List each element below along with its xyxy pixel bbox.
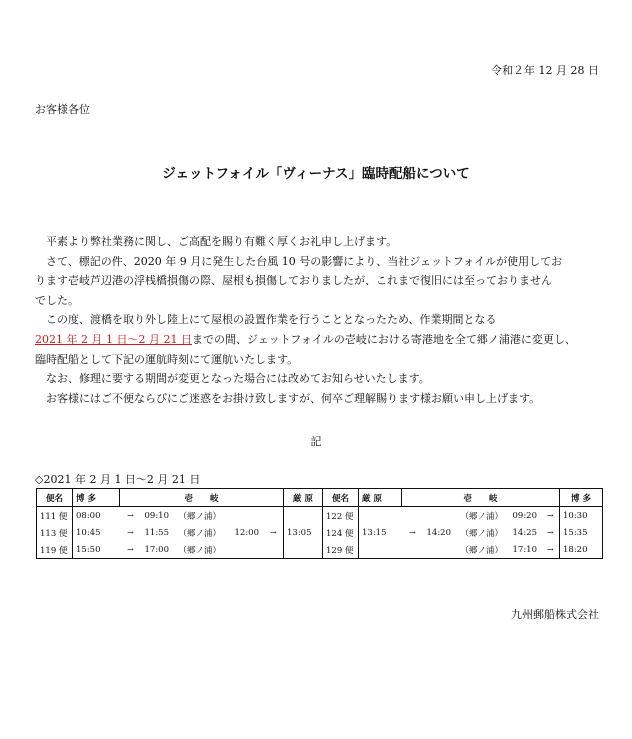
paragraph-2-line-1: さて、標記の件、2020 年 9 月に発生した台風 10 号の影響により、当社ジェットフォイルが使用してお xyxy=(46,254,563,268)
arrow-icon: → xyxy=(269,528,277,537)
iki-time-cell: 17:00 xyxy=(144,544,169,555)
schedule-row xyxy=(37,541,603,559)
hakata2-cell: 10:30 xyxy=(560,507,603,525)
bin2-cell: 122 便 xyxy=(323,507,359,525)
izuhara-cell xyxy=(284,541,323,559)
iki-time2-cell: 12:00 xyxy=(234,527,259,538)
izuhara2-cell xyxy=(359,541,402,559)
iki-time-cell: 11:55 xyxy=(144,527,169,538)
ki-heading: 記 xyxy=(310,435,322,448)
paragraph-4-text: なお、修理に要する期間が変更となった場合には改めてお知らせいたします。 xyxy=(46,372,430,386)
iki2-port-cell: （郷ノ浦） xyxy=(460,511,504,522)
arrow-icon xyxy=(402,541,424,559)
arrow-icon: → xyxy=(546,511,554,520)
header-izuhara: 厳 原 xyxy=(284,489,323,507)
hakata-cell: 15:50 xyxy=(73,541,120,559)
bin2-cell: 129 便 xyxy=(323,541,359,559)
iki2-time2-cell: 09:20 xyxy=(512,510,537,521)
paragraph-3-line-2: までの間、ジェットフォイルの壱岐における寄港地を全て郷ノ浦港に変更し、 xyxy=(191,332,576,346)
bin-cell: 111 便 xyxy=(40,511,68,522)
paragraph-3-line-1: この度、渡橋を取り外し陸上にて屋根の設置作業を行うこととなったため、作業期間となる xyxy=(46,313,497,327)
arrow-icon: → xyxy=(546,545,554,554)
header-izuhara-2: 厳 原 xyxy=(359,489,402,507)
arrow-icon: → xyxy=(127,528,134,537)
header-bin-2: 便名 xyxy=(323,489,359,507)
header-iki-2: 壱 岐 xyxy=(402,489,560,507)
arrow-icon: → xyxy=(127,511,134,520)
paragraph-3 xyxy=(35,310,607,330)
bin2-cell: 124 便 xyxy=(323,524,359,541)
schedule-row xyxy=(37,507,603,525)
iki-port-cell: （郷ノ浦） xyxy=(178,511,222,522)
iki2-time-cell xyxy=(424,541,458,559)
paragraph-3-line-3: 臨時配船として下記の運航時刻にて運航いたします。 xyxy=(35,352,299,366)
iki-port-cell: （郷ノ浦） xyxy=(178,528,222,539)
arrow-icon: → xyxy=(127,545,134,554)
schedule-period: ◇2021 年 2 月 1 日～2 月 21 日 xyxy=(35,473,201,486)
hakata-cell: 08:00 xyxy=(73,507,120,525)
company-signature: 九州郵船株式会社 xyxy=(511,608,599,621)
bin-cell: 119 便 xyxy=(40,545,68,556)
arrow-icon: → xyxy=(546,528,554,537)
arrow-icon xyxy=(264,507,284,525)
document-date: 令和２年 12 月 28 日 xyxy=(491,64,599,77)
arrow-icon: → xyxy=(409,528,416,537)
izuhara-cell: 13:05 xyxy=(284,524,323,541)
paragraph-5 xyxy=(35,389,607,409)
iki-time2-cell xyxy=(232,541,264,559)
paragraph-1-text: 平素より弊社業務に関し、ご高配を賜り有難く厚くお礼申し上げます。 xyxy=(46,235,398,248)
iki-time-cell: 09:10 xyxy=(144,510,169,521)
iki2-time-cell: 14:20 xyxy=(426,527,451,538)
header-bin: 便名 xyxy=(37,489,73,507)
iki-port-cell: （郷ノ浦） xyxy=(178,545,222,556)
schedule-table xyxy=(36,488,603,559)
paragraph-4 xyxy=(35,369,607,389)
hakata-cell: 10:45 xyxy=(73,524,120,541)
iki2-time2-cell: 14:25 xyxy=(512,527,537,538)
hakata2-cell: 18:20 xyxy=(560,541,603,559)
arrow-icon xyxy=(264,541,284,559)
iki-time2-cell xyxy=(232,507,264,525)
header-hakata: 博 多 xyxy=(73,489,120,507)
izuhara2-cell xyxy=(359,507,402,525)
arrow-icon xyxy=(402,507,424,525)
document-title: ジェットフォイル「ヴィーナス」臨時配船について xyxy=(162,166,470,182)
izuhara2-cell: 13:15 xyxy=(359,524,402,541)
schedule-header-row xyxy=(37,489,603,507)
iki2-port-cell: （郷ノ浦） xyxy=(460,545,504,556)
header-hakata-2: 博 多 xyxy=(560,489,603,507)
body-text xyxy=(35,232,607,408)
iki2-time-cell xyxy=(424,507,458,525)
paragraph-2-line-2: ります壱岐芦辺港の浮桟橋損傷の際、屋根も損傷しておりましたが、これまで復旧には至っておりません xyxy=(35,274,552,288)
header-iki: 壱 岐 xyxy=(120,489,284,507)
paragraph-5-text: お客様にはご不便ならびにご迷惑をお掛け致しますが、何卒ご理解賜ります様お願い申し上げます。 xyxy=(46,391,541,405)
paragraph-2-line-3: でした。 xyxy=(35,293,79,307)
bin-cell: 113 便 xyxy=(40,528,68,539)
paragraph-1 xyxy=(35,232,607,252)
schedule-row xyxy=(37,524,603,541)
paragraph-2 xyxy=(35,252,607,272)
work-period-highlight: 2021 年 2 月 1 日～2 月 21 日 xyxy=(35,332,192,346)
izuhara-cell xyxy=(284,507,323,525)
hakata2-cell: 15:35 xyxy=(560,524,603,541)
greeting: お客様各位 xyxy=(35,103,90,116)
iki2-time2-cell: 17:10 xyxy=(512,544,537,555)
iki2-port-cell: （郷ノ浦） xyxy=(460,528,504,539)
